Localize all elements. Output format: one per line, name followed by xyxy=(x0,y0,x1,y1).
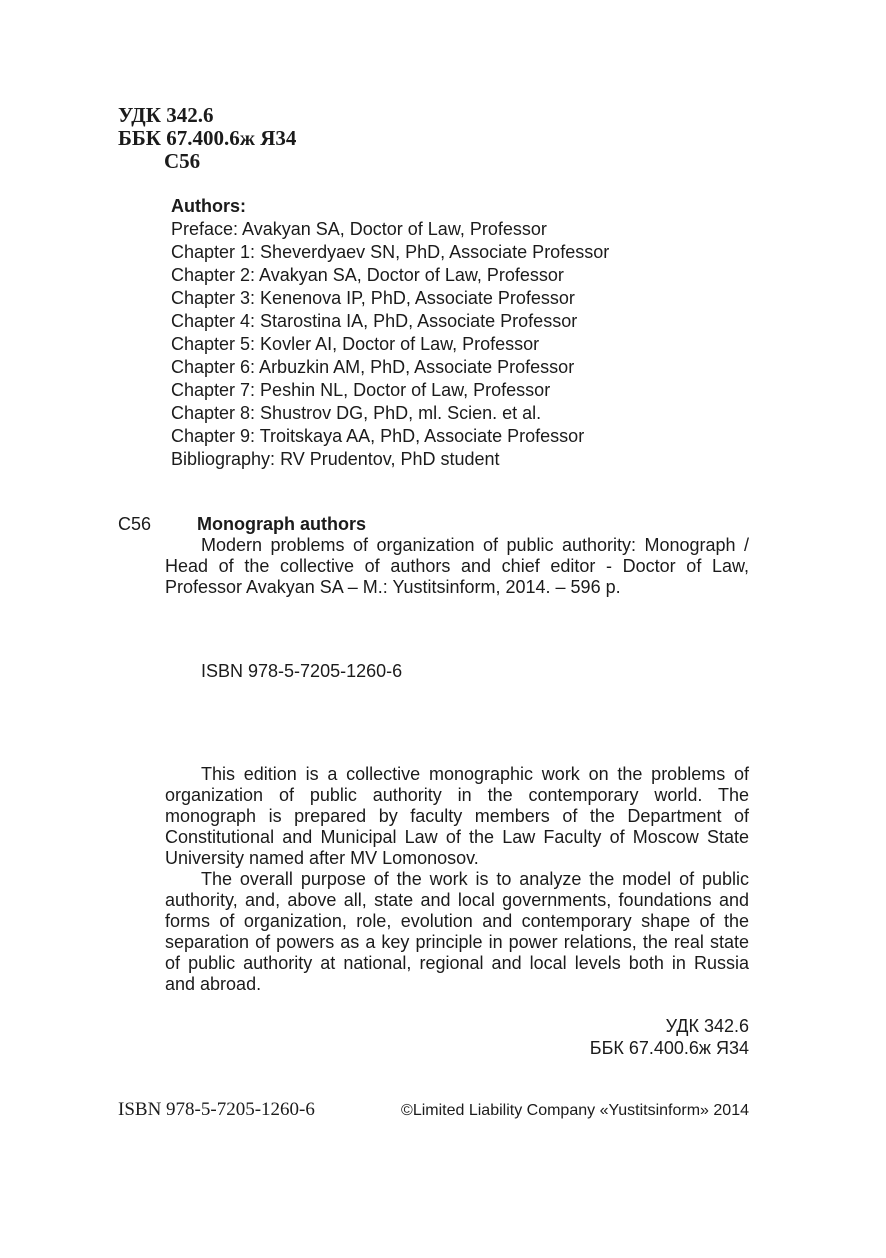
card-title: Monograph authors xyxy=(197,514,366,534)
author-line: Preface: Avakyan SA, Doctor of Law, Professor xyxy=(171,219,547,239)
catalog-card xyxy=(165,514,749,598)
abstract xyxy=(165,764,749,995)
author-line: Chapter 1: Sheverdyaev SN, PhD, Associate Professor xyxy=(171,242,610,262)
card-description: Modern problems of organization of public authority: Monograph / Head of the collective of authors and chief editor - Doctor of Law, Professor Avakyan SA – M.: Yustitsinform, 2014. – 596 р. xyxy=(165,535,749,597)
author-line: Chapter 7: Peshin NL, Doctor of Law, Professor xyxy=(171,380,551,400)
author-line: Chapter 8: Shustrov DG, PhD, ml. Scien. et al. xyxy=(171,403,542,423)
abstract-paragraph: The overall purpose of the work is to analyze the model of public authority, and, above all, state and local governments, foundations and forms of organization, role, evolution and contemporary shape of the separation of powers as a key principle in power relations, the real state of public authority at national, regional and local levels both in Russia and abroad. xyxy=(165,869,749,994)
bbk-code-right: ББК 67.400.6ж Я34 xyxy=(589,1038,749,1058)
authors-heading: Authors: xyxy=(171,196,246,216)
card-isbn: ISBN 978-5-7205-1260-6 xyxy=(201,661,403,681)
author-line: Chapter 4: Starostina IA, PhD, Associate Professor xyxy=(171,311,578,331)
udk-code-right: УДК 342.6 xyxy=(665,1016,749,1036)
author-line: Chapter 9: Troitskaya AA, PhD, Associate Professor xyxy=(171,426,585,446)
cutter-code: С56 xyxy=(164,149,201,173)
author-line: Chapter 5: Kovler AI, Doctor of Law, Professor xyxy=(171,334,540,354)
author-line: Chapter 3: Kenenova IP, PhD, Associate Professor xyxy=(171,288,575,308)
footer-isbn: ISBN 978-5-7205-1260-6 xyxy=(118,1099,315,1120)
author-line: Chapter 6: Arbuzkin AM, PhD, Associate Professor xyxy=(171,357,575,377)
author-line: Chapter 2: Avakyan SA, Doctor of Law, Professor xyxy=(171,265,564,285)
abstract-paragraph: This edition is a collective monographic work on the problems of organization of public authority in the contemporary world. The monograph is prepared by faculty members of the Department of Constitutional and Municipal Law of the Law Faculty of Moscow State University named after MV Lomonosov. xyxy=(165,764,749,868)
bbk-code: ББК 67.400.6ж Я34 xyxy=(118,126,297,150)
author-line: Bibliography: RV Prudentov, PhD student xyxy=(171,449,500,469)
card-cutter-code: С56 xyxy=(118,514,152,534)
authors-block xyxy=(171,195,609,471)
classification-codes xyxy=(118,104,296,173)
footer-copyright: ©Limited Liability Company «Yustitsinform» 2014 xyxy=(401,1102,749,1119)
classification-codes-right xyxy=(590,1015,749,1059)
udk-code: УДК 342.6 xyxy=(118,103,214,127)
